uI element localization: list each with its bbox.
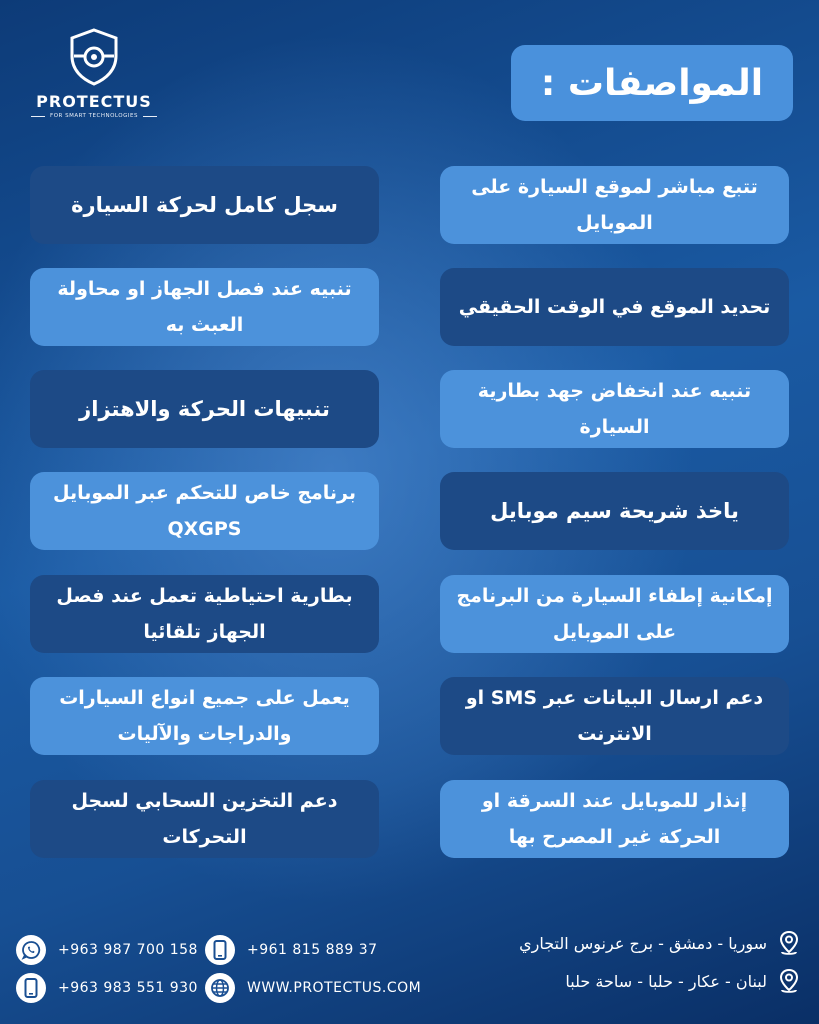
feature-card-left-4: برنامج خاص للتحكم عبر الموبايل QXGPS	[30, 472, 379, 550]
contact-phone-lb[interactable]	[205, 935, 378, 965]
feature-card-left-7: دعم التخزين السحابي لسجل التحركات	[30, 780, 379, 858]
brand-name: PROTECTUS	[36, 92, 152, 111]
feature-card-right-6: دعم ارسال البيانات عبر SMS او الانترنت	[440, 677, 789, 755]
feature-card-right-2: تحديد الموقع في الوقت الحقيقي	[440, 268, 789, 346]
globe-icon	[205, 973, 235, 1003]
contact-website[interactable]	[205, 973, 421, 1003]
location-pin-icon	[777, 930, 801, 956]
phone-sy-number: +963 983 551 930	[58, 980, 198, 996]
brand-logo	[24, 28, 164, 119]
feature-card-right-3: تنبيه عند انخفاض جهد بطارية السيارة	[440, 370, 789, 448]
whatsapp-number: +963 987 700 158	[58, 942, 198, 958]
location-pin-icon	[777, 968, 801, 994]
address-syria	[519, 930, 801, 956]
feature-card-left-2: تنبيه عند فصل الجهاز او محاولة العبث به	[30, 268, 379, 346]
address-syria-text: سوريا - دمشق - برج عرنوس التجاري	[519, 933, 767, 953]
contact-phone-sy[interactable]	[16, 973, 198, 1003]
feature-card-right-4: ياخذ شريحة سيم موبايل	[440, 472, 789, 550]
address-lebanon	[565, 968, 801, 994]
address-lebanon-text: لبنان - عكار - حلبا - ساحة حلبا	[565, 971, 767, 991]
feature-card-right-1: تتبع مباشر لموقع السيارة على الموبايل	[440, 166, 789, 244]
page-title: المواصفات :	[511, 45, 793, 121]
phone-icon	[205, 935, 235, 965]
feature-card-right-7: إنذار للموبايل عند السرقة او الحركة غير المصرح بها	[440, 780, 789, 858]
brand-tagline: FOR SMART TECHNOLOGIES	[50, 113, 138, 119]
feature-card-left-1: سجل كامل لحركة السيارة	[30, 166, 379, 244]
whatsapp-icon	[16, 935, 46, 965]
phone-lb-number: +961 815 889 37	[247, 942, 378, 958]
shield-logo-icon	[68, 28, 120, 86]
website-url: WWW.PROTECTUS.COM	[247, 980, 422, 996]
phone-icon	[16, 973, 46, 1003]
feature-card-left-3: تنبيهات الحركة والاهتزاز	[30, 370, 379, 448]
brand-tagline-row	[24, 113, 164, 119]
feature-card-left-6: يعمل على جميع انواع السيارات والدراجات والآليات	[30, 677, 379, 755]
contact-whatsapp[interactable]	[16, 935, 198, 965]
feature-card-right-5: إمكانية إطفاء السيارة من البرنامج على الموبايل	[440, 575, 789, 653]
feature-card-left-5: بطارية احتياطية تعمل عند فصل الجهاز تلقائيا	[30, 575, 379, 653]
